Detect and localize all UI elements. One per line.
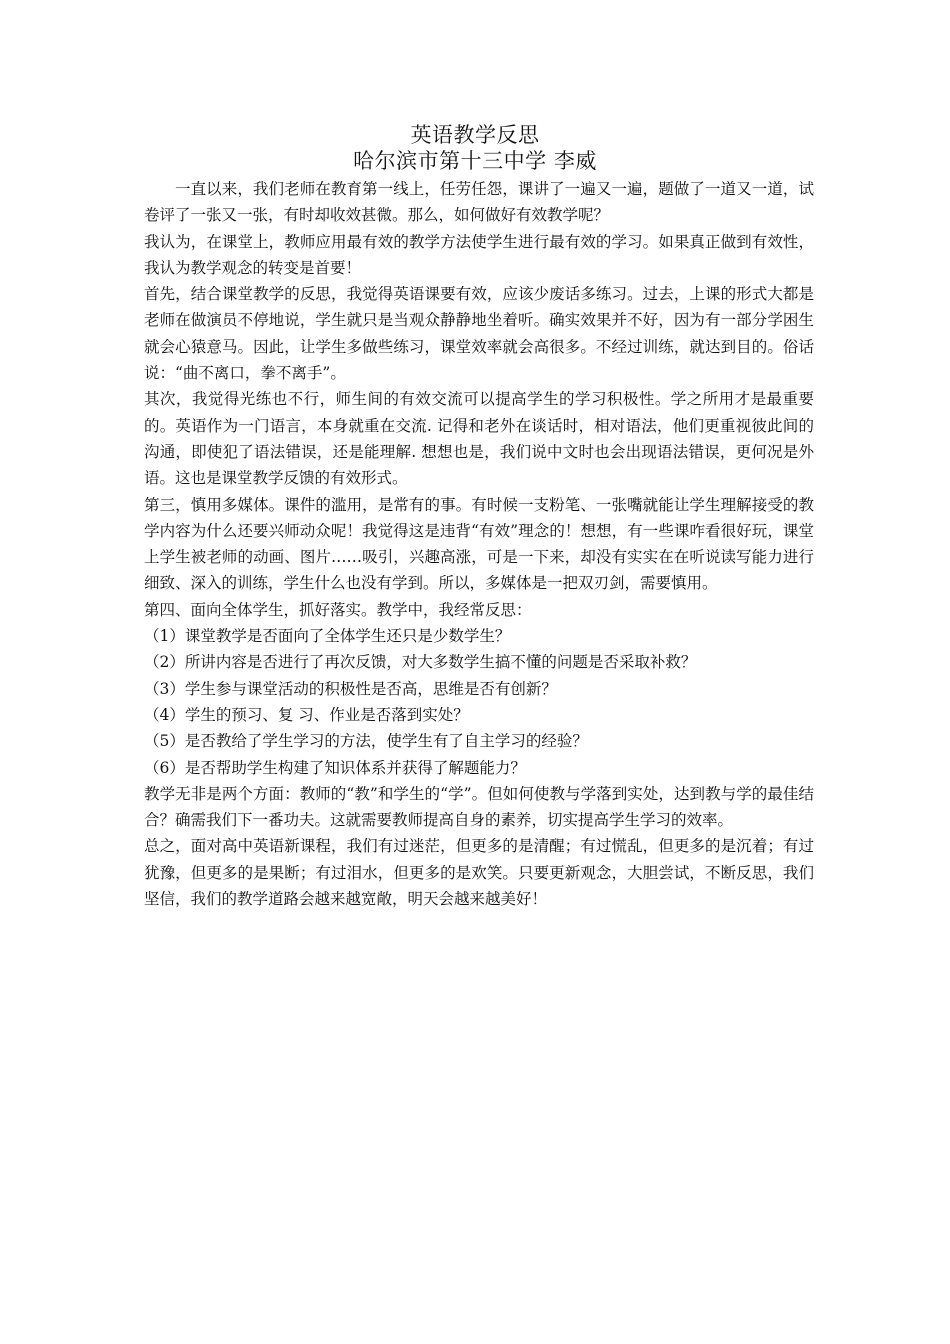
document-title: 英语教学反思 [410,123,540,147]
document-body [144,176,814,912]
document-subtitle: 哈尔滨市第十三中学 李威 [353,149,597,173]
list-item: （1）课堂教学是否面向了全体学生还只是少数学生？ [144,627,511,646]
paragraph-opinion: 我认为，在课堂上，教师应用最有效的教学方法使学生进行最有效的学习。如果真正做到有效性，我认为教学观念的转变是首要！ [144,232,814,277]
list-item: （4）学生的预习、复 习、作业是否落到实处？ [144,705,469,724]
paragraph-second-point: 其次，我觉得光练也不行，师生间的有效交流可以提高学生的学习积极性。学之所用才是最重要的。英语作为一门语言，本身就重在交流. 记得和老外在谈话时，相对语法，他们更重视彼此间的沟通，即使犯了语法错误，还是能理解. 想想也是，我们说中文时也会出现语法错误，更何况是外语。这也是课堂教学反馈的有效形式。 [144,390,814,488]
list-item: （5）是否教给了学生学习的方法，使学生有了自主学习的经验？ [144,732,588,751]
paragraph-third-point: 第三，慎用多媒体。课件的滥用，是常有的事。有时候一支粉笔、一张嘴就能让学生理解接受的教学内容为什么还要兴师动众呢！我觉得这是违背“有效”理念的！想想，有一些课咋看很好玩，课堂上学生被老师的动画、图片……吸引，兴趣高涨，可是一下来，却没有实实在在听说读写能力进行细致、深入的训练，学生什么也没有学到。所以，多媒体是一把双刃剑，需要慎用。 [144,495,814,593]
paragraph-intro: 一直以来，我们老师在教育第一线上，任劳任怨，课讲了一遍又一遍，题做了一道又一道，试卷评了一张又一张，有时却收效甚微。那么，如何做好有效教学呢？ [144,180,814,225]
paragraph-conclusion: 总之，面对高中英语新课程，我们有过迷茫，但更多的是清醒；有过慌乱，但更多的是沉着；有过犹豫，但更多的是果断；有过泪水，但更多的是欢笑。只要更新观念，大胆尝试，不断反思，我们坚信，我们的教学道路会越来越宽敞，明天会越来越美好！ [144,837,814,909]
paragraph-teaching: 教学无非是两个方面：教师的“教”和学生的“学”。但如何使教与学落到实处，达到教与学的最佳结合？确需我们下一番功夫。这就需要教师提高自身的素养，切实提高学生学习的效率。 [144,784,814,830]
paragraph-fourth-point: 第四、面向全体学生，抓好落实。教学中，我经常反思： [144,600,532,619]
list-item: （2）所讲内容是否进行了再次反馈，对大多数学生搞不懂的问题是否采取补救？ [144,653,697,672]
paragraph-first-point: 首先，结合课堂教学的反思，我觉得英语课要有效，应该少废话多练习。过去，上课的形式大都是老师在做演员不停地说，学生就只是当观众静静地坐着听。确实效果并不好，因为有一部分学困生就会心猿意马。因此，让学生多做些练习，课堂效率就会高很多。不经过训练，就达到目的。俗话说：“曲不离口，拳不离手”。 [144,285,814,383]
list-item: （6）是否帮助学生构建了知识体系并获得了解题能力？ [144,758,526,777]
list-item: （3）学生参与课堂活动的积极性是否高，思维是否有创新？ [144,679,557,698]
title-block [0,122,950,174]
